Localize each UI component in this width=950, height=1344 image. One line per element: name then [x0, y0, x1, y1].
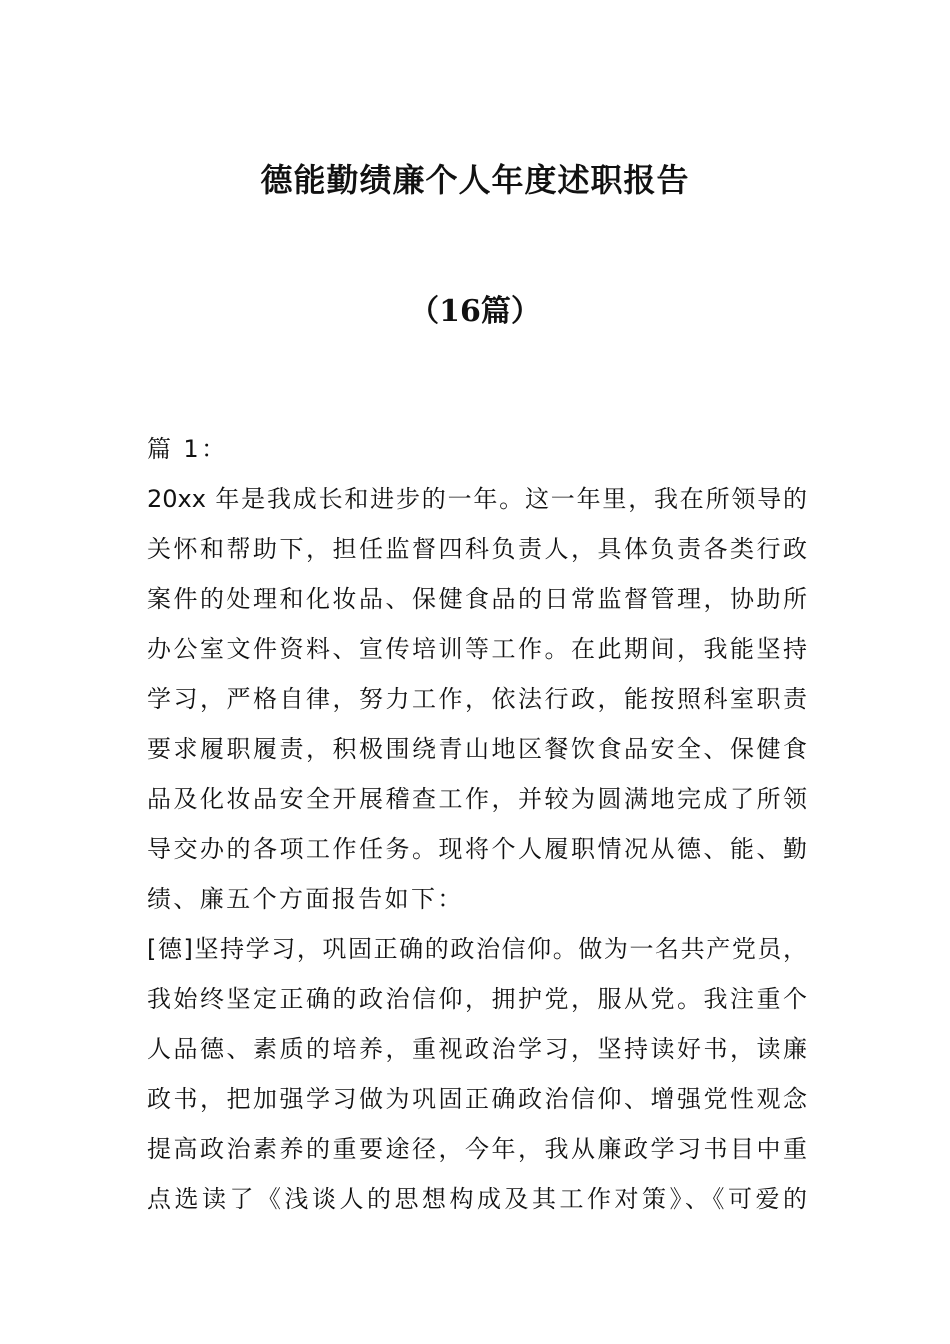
paragraph-line: 政书，把加强学习做为巩固正确政治信仰、增强党性观念: [147, 1085, 807, 1113]
paragraph-line: 品及化妆品安全开展稽查工作，并较为圆满地完成了所领: [147, 785, 807, 813]
document-body: [147, 424, 807, 1224]
paragraph-line: 导交办的各项工作任务。现将个人履职情况从德、能、勤: [147, 835, 807, 863]
paragraph-line: 点选读了《浅谈人的思想构成及其工作对策》、《可爱的: [147, 1185, 807, 1213]
paragraph-line: 绩、廉五个方面报告如下：: [147, 885, 464, 913]
section-heading: 篇 1：: [147, 435, 228, 463]
document-title: 德能勤绩廉个人年度述职报告: [260, 161, 690, 199]
paragraph-line: 人品德、素质的培养，重视政治学习，坚持读好书，读廉: [147, 1035, 807, 1063]
paragraph-line: 20xx 年是我成长和进步的一年。这一年里，我在所领导的: [147, 485, 807, 513]
paragraph-line: 关怀和帮助下，担任监督四科负责人，具体负责各类行政: [147, 535, 807, 563]
paragraph-line: 案件的处理和化妆品、保健食品的日常监督管理，协助所: [147, 585, 807, 613]
paragraph-line: 我始终坚定正确的政治信仰，拥护党，服从党。我注重个: [147, 985, 807, 1013]
paragraph-line: 要求履职履责，积极围绕青山地区餐饮食品安全、保健食: [147, 735, 807, 763]
paragraph-line: [德]坚持学习，巩固正确的政治信仰。做为一名共产党员，: [147, 935, 807, 963]
document-subtitle: （16篇）: [409, 294, 541, 329]
paragraph-line: 学习，严格自律，努力工作，依法行政，能按照科室职责: [147, 685, 807, 713]
paragraph-line: 提高政治素养的重要途径，今年，我从廉政学习书目中重: [147, 1135, 807, 1163]
paragraph-line: 办公室文件资料、宣传培训等工作。在此期间，我能坚持: [147, 635, 807, 663]
